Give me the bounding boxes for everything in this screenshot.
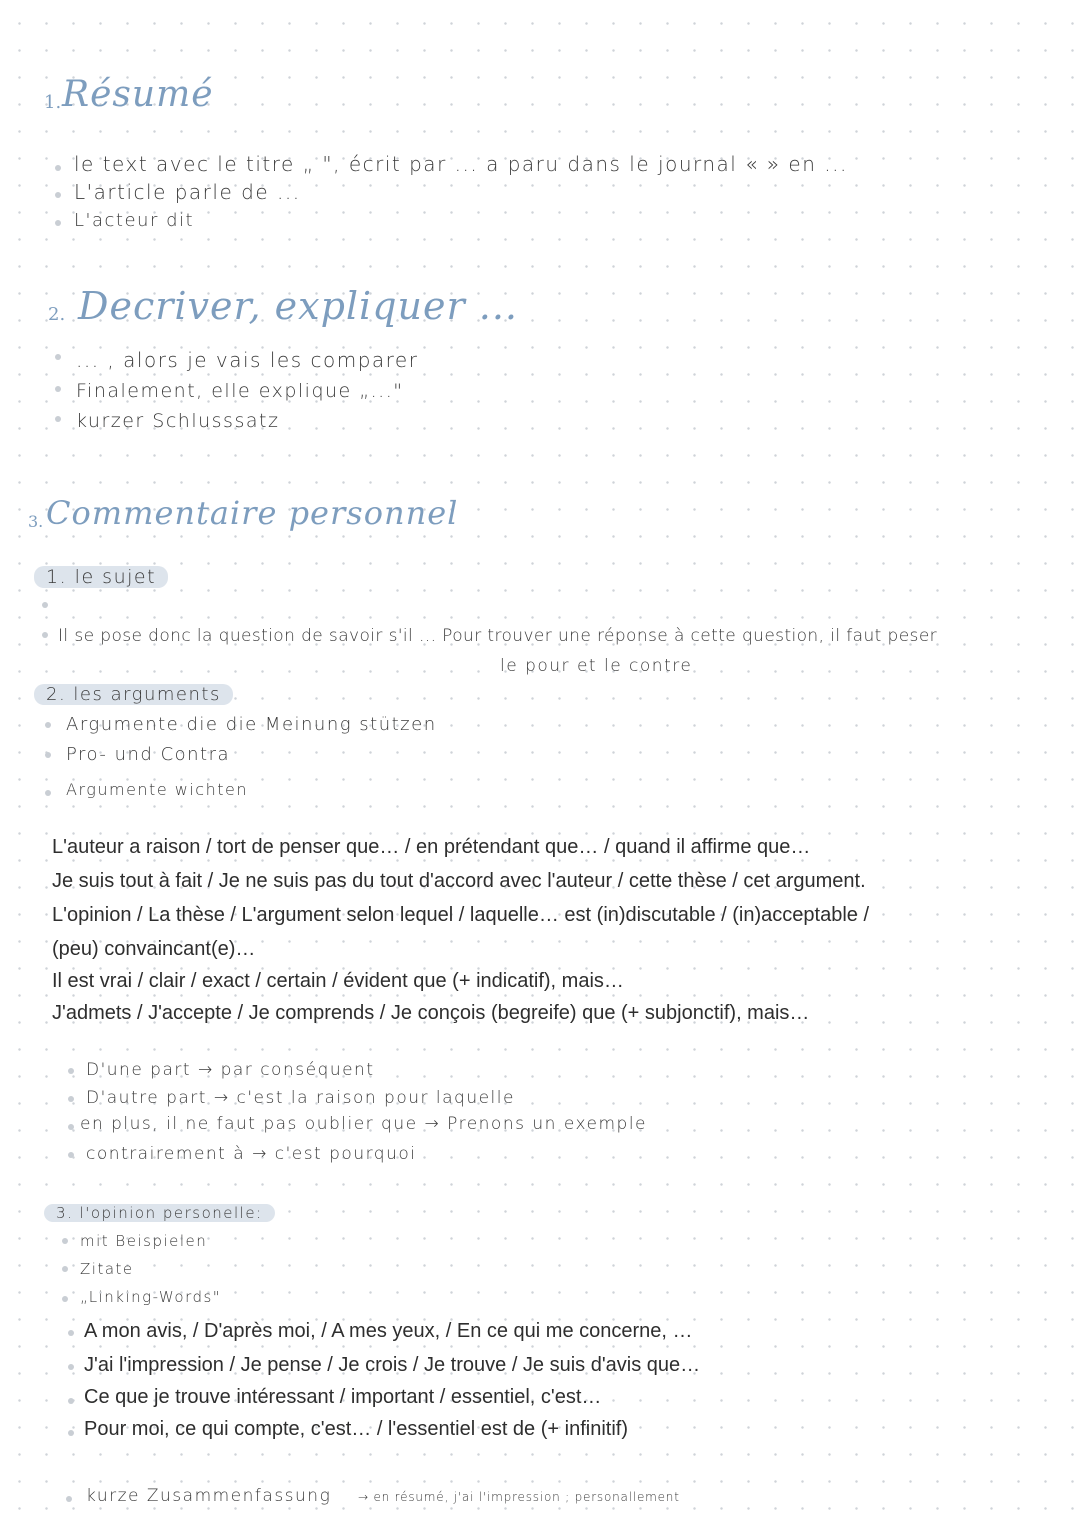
resume-line-3: L'acteur dit: [74, 210, 195, 231]
bullet-icon: [55, 220, 61, 226]
section-1-title: Résumé: [62, 74, 214, 115]
opinion-phrase-1: A mon avis, / D'après moi, / A mes yeux, / En ce qui me concerne, …: [84, 1320, 693, 1342]
bullet-icon: [68, 1364, 74, 1370]
expliquer-line-1: ... , alors je vais les comparer: [76, 348, 419, 372]
connector-line-1: D'une part → par conséquent: [86, 1060, 375, 1080]
sujet-heading: 1. le sujet: [34, 566, 168, 588]
connector-line-2: D'autre part → c'est la raison pour laquelle: [86, 1088, 515, 1108]
bullet-icon: [66, 1496, 72, 1502]
connector-line-4: contrairement à → c'est pourquoi: [86, 1144, 417, 1164]
phrase-line-6: J'admets / J'accepte / Je comprends / Je conçois (begreife) que (+ subjonctif), mais…: [52, 1002, 810, 1024]
section-2-number: 2.: [48, 304, 66, 325]
bullet-icon: [45, 752, 51, 758]
sujet-line-2: le pour et le contre: [500, 656, 693, 676]
bullet-icon: [55, 192, 61, 198]
opinion-phrase-3: Ce que je trouve intéressant / important / essentiel, c'est…: [84, 1386, 602, 1408]
bullet-icon: [55, 165, 61, 171]
bullet-icon: [68, 1398, 74, 1404]
bullet-icon: [62, 1266, 68, 1272]
bullet-icon: [42, 602, 48, 608]
bullet-icon: [68, 1152, 74, 1158]
phrase-line-1: L'auteur a raison / tort de penser que… / en prétendant que… / quand il affirme que…: [52, 836, 811, 858]
resume-line-1: le text avec le titre „ ", écrit par ... a paru dans le journal « » en ...: [74, 152, 848, 176]
section-3-title: Commentaire personnel: [46, 494, 459, 532]
arguments-line-1: Argumente die die Meinung stützen: [66, 714, 437, 735]
bullet-icon: [45, 722, 51, 728]
phrase-line-2: Je suis tout à fait / Je ne suis pas du tout d'accord avec l'auteur / cette thèse / cet argument.: [52, 870, 866, 892]
section-1-number: 1.: [44, 92, 62, 113]
arguments-line-3: Argumente wichten: [66, 780, 248, 799]
bullet-icon: [55, 354, 61, 360]
opinion-bullet-3: „Linking-Words": [80, 1288, 222, 1306]
section-3-number: 3.: [28, 512, 44, 531]
sujet-line-1: Il se pose donc la question de savoir s'il ... Pour trouver une réponse à cette question, il faut peser: [58, 626, 938, 646]
bullet-icon: [68, 1330, 74, 1336]
bullet-icon: [68, 1068, 74, 1074]
opinion-bullet-2: Zitate: [80, 1260, 134, 1278]
bullet-icon: [55, 416, 61, 422]
bullet-icon: [68, 1124, 74, 1130]
opinion-heading: 3. l'opinion personelle:: [44, 1204, 275, 1222]
expliquer-line-2: Finalement, elle explique „...": [76, 380, 404, 402]
connector-line-3: en plus, il ne faut pas oublier que → Prenons un exemple: [80, 1114, 648, 1134]
opinion-phrase-4: Pour moi, ce qui compte, c'est… / l'essentiel est de (+ infinitif): [84, 1418, 628, 1440]
bullet-icon: [62, 1296, 68, 1302]
resume-line-2: L'article parle de ...: [74, 180, 301, 204]
arguments-heading: 2. les arguments: [34, 684, 233, 705]
bullet-icon: [45, 790, 51, 796]
bullet-icon: [68, 1096, 74, 1102]
opinion-phrase-2: J'ai l'impression / Je pense / Je crois / Je trouve / Je suis d'avis que…: [84, 1354, 701, 1376]
section-2-title: Decriver, expliquer ...: [78, 284, 518, 328]
phrase-line-3: L'opinion / La thèse / L'argument selon lequel / laquelle… est (in)discutable / (in)acceptable /: [52, 904, 870, 926]
bullet-icon: [68, 1430, 74, 1436]
opinion-bullet-1: mit Beispielen: [80, 1232, 208, 1250]
bullet-icon: [42, 632, 48, 638]
arguments-line-2: Pro- und Contra: [66, 744, 231, 765]
bullet-icon: [55, 386, 61, 392]
bullet-icon: [62, 1238, 68, 1244]
summary-connectors: → en résumé, j'ai l'impression ; personallement: [358, 1490, 680, 1504]
summary-note: kurze Zusammenfassung: [86, 1486, 332, 1506]
expliquer-line-3: kurzer Schlusssatz: [76, 410, 280, 432]
phrase-line-5: Il est vrai / clair / exact / certain / évident que (+ indicatif), mais…: [52, 970, 624, 992]
phrase-line-4: (peu) convaincant(e)…: [52, 938, 256, 960]
